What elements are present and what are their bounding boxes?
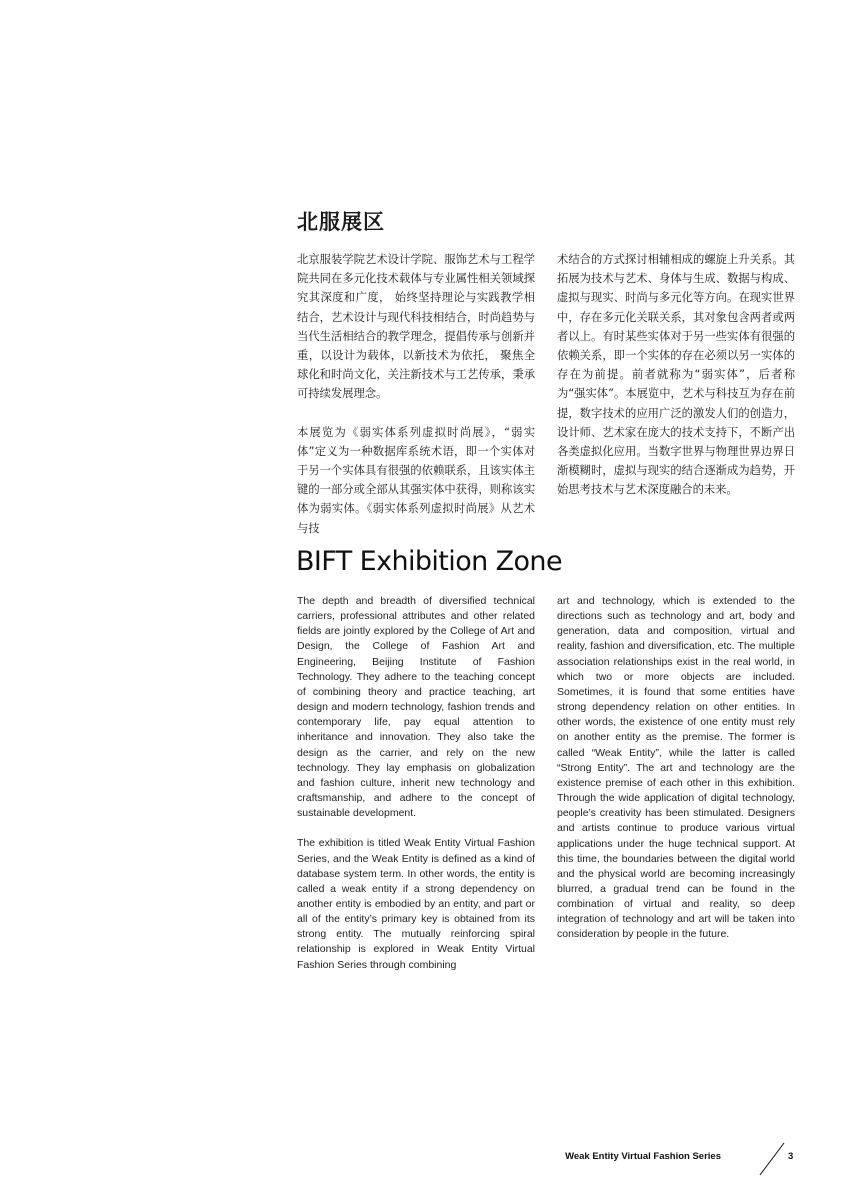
english-paragraph: The depth and breadth of diversified technical carriers, professional attributes and other related fields are jointly explored by the College of Art and Design, the College of Fashion Art and Engineering, Beijing Institute of Fashion Technology. They adhere to the teaching concept of combining theory and practice teaching, art design and modern technology, fashion trends and contemporary life, pay equal attention to inheritance and innovation. They also take the design as the carrier, and rely on the new technology. They lay emphasis on globalization and fashion culture, inherit new technology and craftsmanship, and adhere to the concept of sustainable development. <box>297 595 535 820</box>
english-section-title: BIFT Exhibition Zone <box>296 546 562 577</box>
page-number: 3 <box>788 1151 794 1162</box>
chinese-section-title: 北服展区 <box>297 210 385 234</box>
footer-series-title: Weak Entity Virtual Fashion Series <box>565 1151 721 1162</box>
english-paragraph: art and technology, which is extended to the directions such as technology and art, body and generation, data and composition, virtual and reality, fashion and diversification, etc. The multiple association relationships exist in the real world, in which two or more objects are included. Sometimes, it is found that some entities have strong dependency relation on other entities. In other words, the existence of one entity must rely on another entity as the premise. The former is called “Weak Entity”, while the latter is called “Strong Entity”. The art and technology are the existence premise of each other in this exhibition. Through the wide application of digital technology, people’s creativity has been stimulated. Designers and artists continue to produce various virtual applications under the huge technical support. At this time, the boundaries between the digital world and the physical world are becoming increasingly blurred, a gradual trend can be found in the combination of virtual and reality, so deep integration of technology and art will be taken into consideration by people in the future. <box>557 595 795 941</box>
english-right-column <box>557 594 795 958</box>
chinese-paragraph: 北京服装学院艺术设计学院、服饰艺术与工程学院共同在多元化技术载体与专业属性相关领域探究其深度和广度， 始终坚持理论与实践教学相结合，艺术设计与现代科技相结合，时尚趋势与当代生活相结合的教学理念，提倡传承与创新并重，以设计为载体，以新技术为依托， 聚焦全球化和时尚文化，关注新技术与工艺传承，秉承可持续发展理念。 <box>297 253 535 401</box>
chinese-left-column <box>297 250 535 557</box>
chinese-paragraph: 术结合的方式探讨相辅相成的螺旋上升关系。其拓展为技术与艺术、身体与生成、数据与构成、虚拟与现实、时尚与多元化等方向。在现实世界中，存在多元化关联关系，其对象包含两者或两者以上。有时某些实体对于另一些实体有很强的依赖关系，即一个实体的存在必须以另一实体的存在为前提。前者就称为“弱实体”，后者称为“强实体”。本展览中，艺术与科技互为存在前提，数字技术的应用广泛的激发人们的创造力，设计师、艺术家在庞大的技术支持下，不断产出各类虚拟化应用。当数字世界与物理世界边界日渐模糊时，虚拟与现实的结合逐渐成为趋势，开始思考技术与艺术深度融合的未来。 <box>557 253 795 497</box>
english-left-column <box>297 594 535 988</box>
footer-slash-divider <box>758 1142 786 1176</box>
page-footer <box>560 1142 800 1176</box>
chinese-paragraph: 本展览为《弱实体系列虚拟时尚展》，“弱实体”定义为一种数据库系统术语，即一个实体对于另一个实体具有很强的依赖联系，且该实体主键的一部分或全部从其强实体中获得，则称该实体为弱实体。《弱实体系列虚拟时尚展》从艺术与技 <box>297 425 535 535</box>
english-paragraph: The exhibition is titled Weak Entity Virtual Fashion Series, and the Weak Entity is defined as a kind of database system term. In other words, the entity is called a weak entity if a strong dependency on another entity is embodied by an entity, and part or all of the entity’s primary key is obtained from its strong entity. The mutually reinforcing spiral relationship is explored in Weak Entity Virtual Fashion Series through combining <box>297 837 535 971</box>
chinese-right-column <box>557 250 795 519</box>
